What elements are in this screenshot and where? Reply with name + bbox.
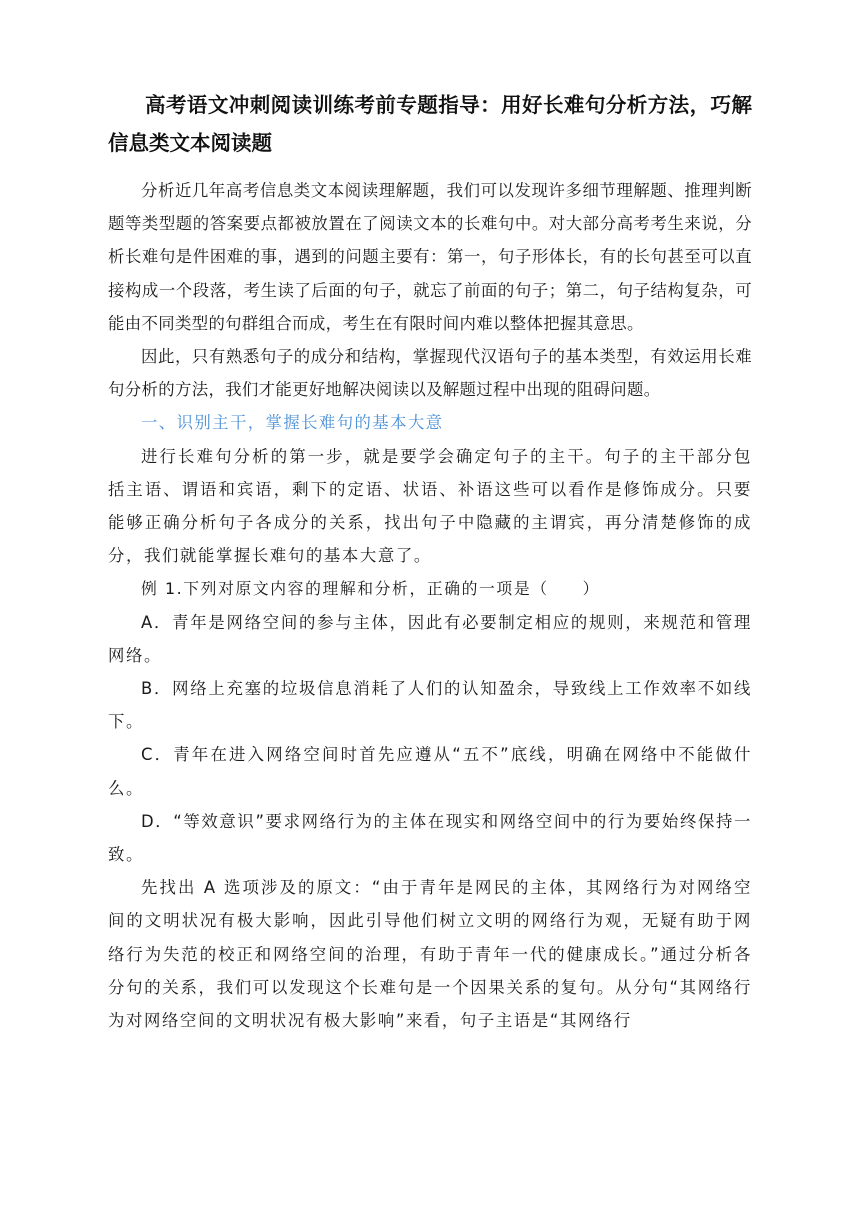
option-b: B．网络上充塞的垃圾信息消耗了人们的认知盈余，导致线上工作效率不如线下。 bbox=[108, 679, 752, 732]
document-body bbox=[108, 86, 752, 1037]
section-1-body: 进行长难句分析的第一步，就是要学会确定句子的主干。句子的主干部分包括主语、谓语和宾语，剩下的定语、状语、补语这些可以看作是修饰成分。只要能够正确分析句子各成分的关系，找出句子中隐藏的主谓宾，再分清楚修饰的成分，我们就能掌握长难句的基本大意了。 bbox=[108, 446, 752, 566]
option-a: A．青年是网络空间的参与主体，因此有必要制定相应的规则，来规范和管理网络。 bbox=[108, 612, 752, 665]
analysis-paragraph: 先找出 A 选项涉及的原文：“由于青年是网民的主体，其网络行为对网络空间的文明状况有极大影响，因此引导他们树立文明的网络行为观，无疑有助于网络行为失范的校正和网络空间的治理，有助于青年一代的健康成长。”通过分析各分句的关系，我们可以发现这个长难句是一个因果关系的复句。从分句“其网络行为对网络空间的文明状况有极大影响”来看，句子主语是“其网络行 bbox=[108, 878, 752, 1031]
section-heading-1: 一、识别主干，掌握长难句的基本大意 bbox=[141, 413, 444, 433]
intro-paragraph-1: 分析近几年高考信息类文本阅读理解题，我们可以发现许多细节理解题、推理判断题等类型题的答案要点都被放置在了阅读文本的长难句中。对大部分高考考生来说，分析长难句是件困难的事，遇到的问题主要有：第一，句子形体长，有的长句甚至可以直接构成一个段落，考生读了后面的句子，就忘了前面的句子；第二，句子结构复杂，可能由不同类型的句群组合而成，考生在有限时间内难以整体把握其意思。 bbox=[108, 181, 752, 333]
intro-paragraph-2: 因此，只有熟悉句子的成分和结构，掌握现代汉语句子的基本类型，有效运用长难句分析的方法，我们才能更好地解决阅读以及解题过程中出现的阻碍问题。 bbox=[108, 347, 752, 400]
option-c: C．青年在进入网络空间时首先应遵从“五不”底线，明确在网络中不能做什么。 bbox=[108, 745, 752, 798]
option-d: D．“等效意识”要求网络行为的主体在现实和网络空间中的行为要始终保持一致。 bbox=[108, 811, 752, 865]
example-question-text: 例 1.下列对原文内容的理解和分析，正确的一项是（ bbox=[141, 579, 549, 599]
example-question bbox=[108, 572, 752, 605]
example-question-close: ） bbox=[582, 579, 601, 599]
document-title: 高考语文冲刺阅读训练考前专题指导：用好长难句分析方法，巧解信息类文本阅读题 bbox=[108, 93, 752, 155]
